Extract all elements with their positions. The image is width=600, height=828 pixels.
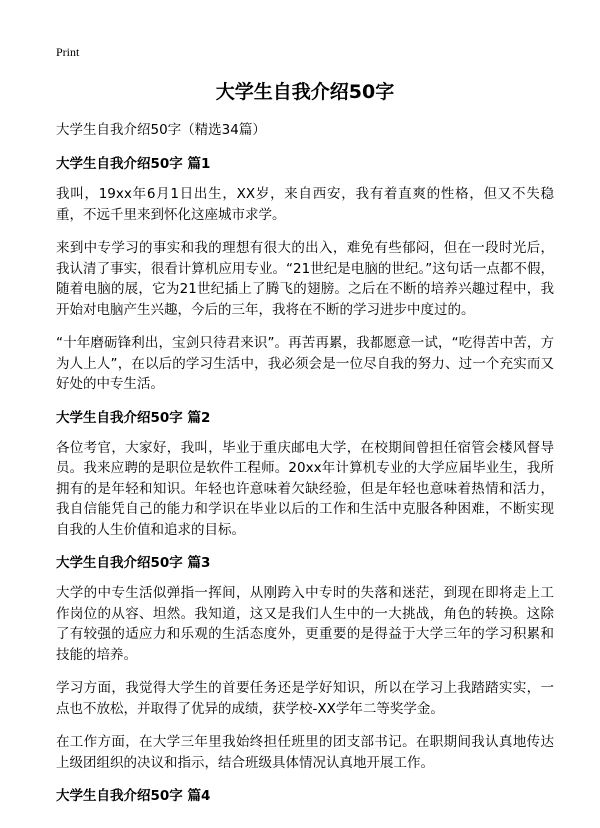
paragraph: 在工作方面，在大学三年里我始终担任班里的团支部书记。在职期间我认真地传达上级团组织的决议和指示，结合班级具体情况认真地开展工作。	[56, 734, 554, 771]
section-1	[56, 154, 554, 395]
section-heading: 大学生自我介绍50字 篇1	[56, 156, 211, 172]
section-heading: 大学生自我介绍50字 篇3	[56, 555, 211, 571]
section-heading: 大学生自我介绍50字 篇2	[56, 409, 211, 426]
paragraph: 学习方面，我觉得大学生的首要任务还是学好知识，所以在学习上我踏踏实实，一点也不放松，并取得了优异的成绩，获学校-XX学年二等奖学金。	[56, 680, 554, 717]
section-heading: 大学生自我介绍50字 篇4	[56, 788, 211, 804]
print-label: Print	[56, 45, 80, 59]
section-4	[56, 786, 554, 806]
document-page	[56, 44, 554, 816]
paragraph: 大学的中专生活似弹指一挥间，从刚跨入中专时的失落和迷茫，到现在即将走上工作岗位的从容、坦然。我知道，这又是我们人生中的一大挑战，角色的转换。这除了有较强的适应力和乐观的生活态度外，更重要的是得益于大学三年的学习积累和技能的培养。	[56, 585, 554, 663]
paragraph: “十年磨砺锋利出，宝剑只待君来识”。再苦再累，我都愿意一试，“吃得苦中苦，方为人上人”，在以后的学习生活中，我必须会是一位尽自我的努力、过一个充实而又好处的中专生活。	[56, 335, 554, 392]
section-3	[56, 553, 554, 773]
paragraph: 来到中专学习的事实和我的理想有很大的出入，难免有些郁闷，但在一段时光后，我认清了事实，很看计算机应用专业。“21世纪是电脑的世纪。”这句话一点都不假，随着电脑的展，它为21世纪插上了腾飞的翅膀。之后在不断的培养兴趣过程中，我开始对电脑产生兴趣，今后的三年，我将在不断的学习进步中度过的。	[56, 240, 554, 318]
paragraph: 各位考官，大家好，我叫，毕业于重庆邮电大学，在校期间曾担任宿管会楼风督导员。我来应聘的是职位是软件工程师。20xx年计算机专业的大学应届毕业生，我所拥有的是年轻和知识。年轻也许意味着欠缺经验，但是年轻也意味着热情和活力，我自信能凭自己的能力和学识在毕业以后的工作和生活中克服各种困难，不断实现自我的人生价值和追求的目标。	[56, 439, 554, 538]
document-title: 大学生自我介绍50字	[215, 81, 395, 103]
paragraph: 我叫，19xx年6月1日出生，XX岁，来自西安，我有着直爽的性格，但又不失稳重，不远千里来到怀化这座城市求学。	[56, 186, 554, 223]
document-subtitle: 大学生自我介绍50字（精选34篇）	[56, 122, 266, 138]
section-2	[56, 408, 554, 541]
